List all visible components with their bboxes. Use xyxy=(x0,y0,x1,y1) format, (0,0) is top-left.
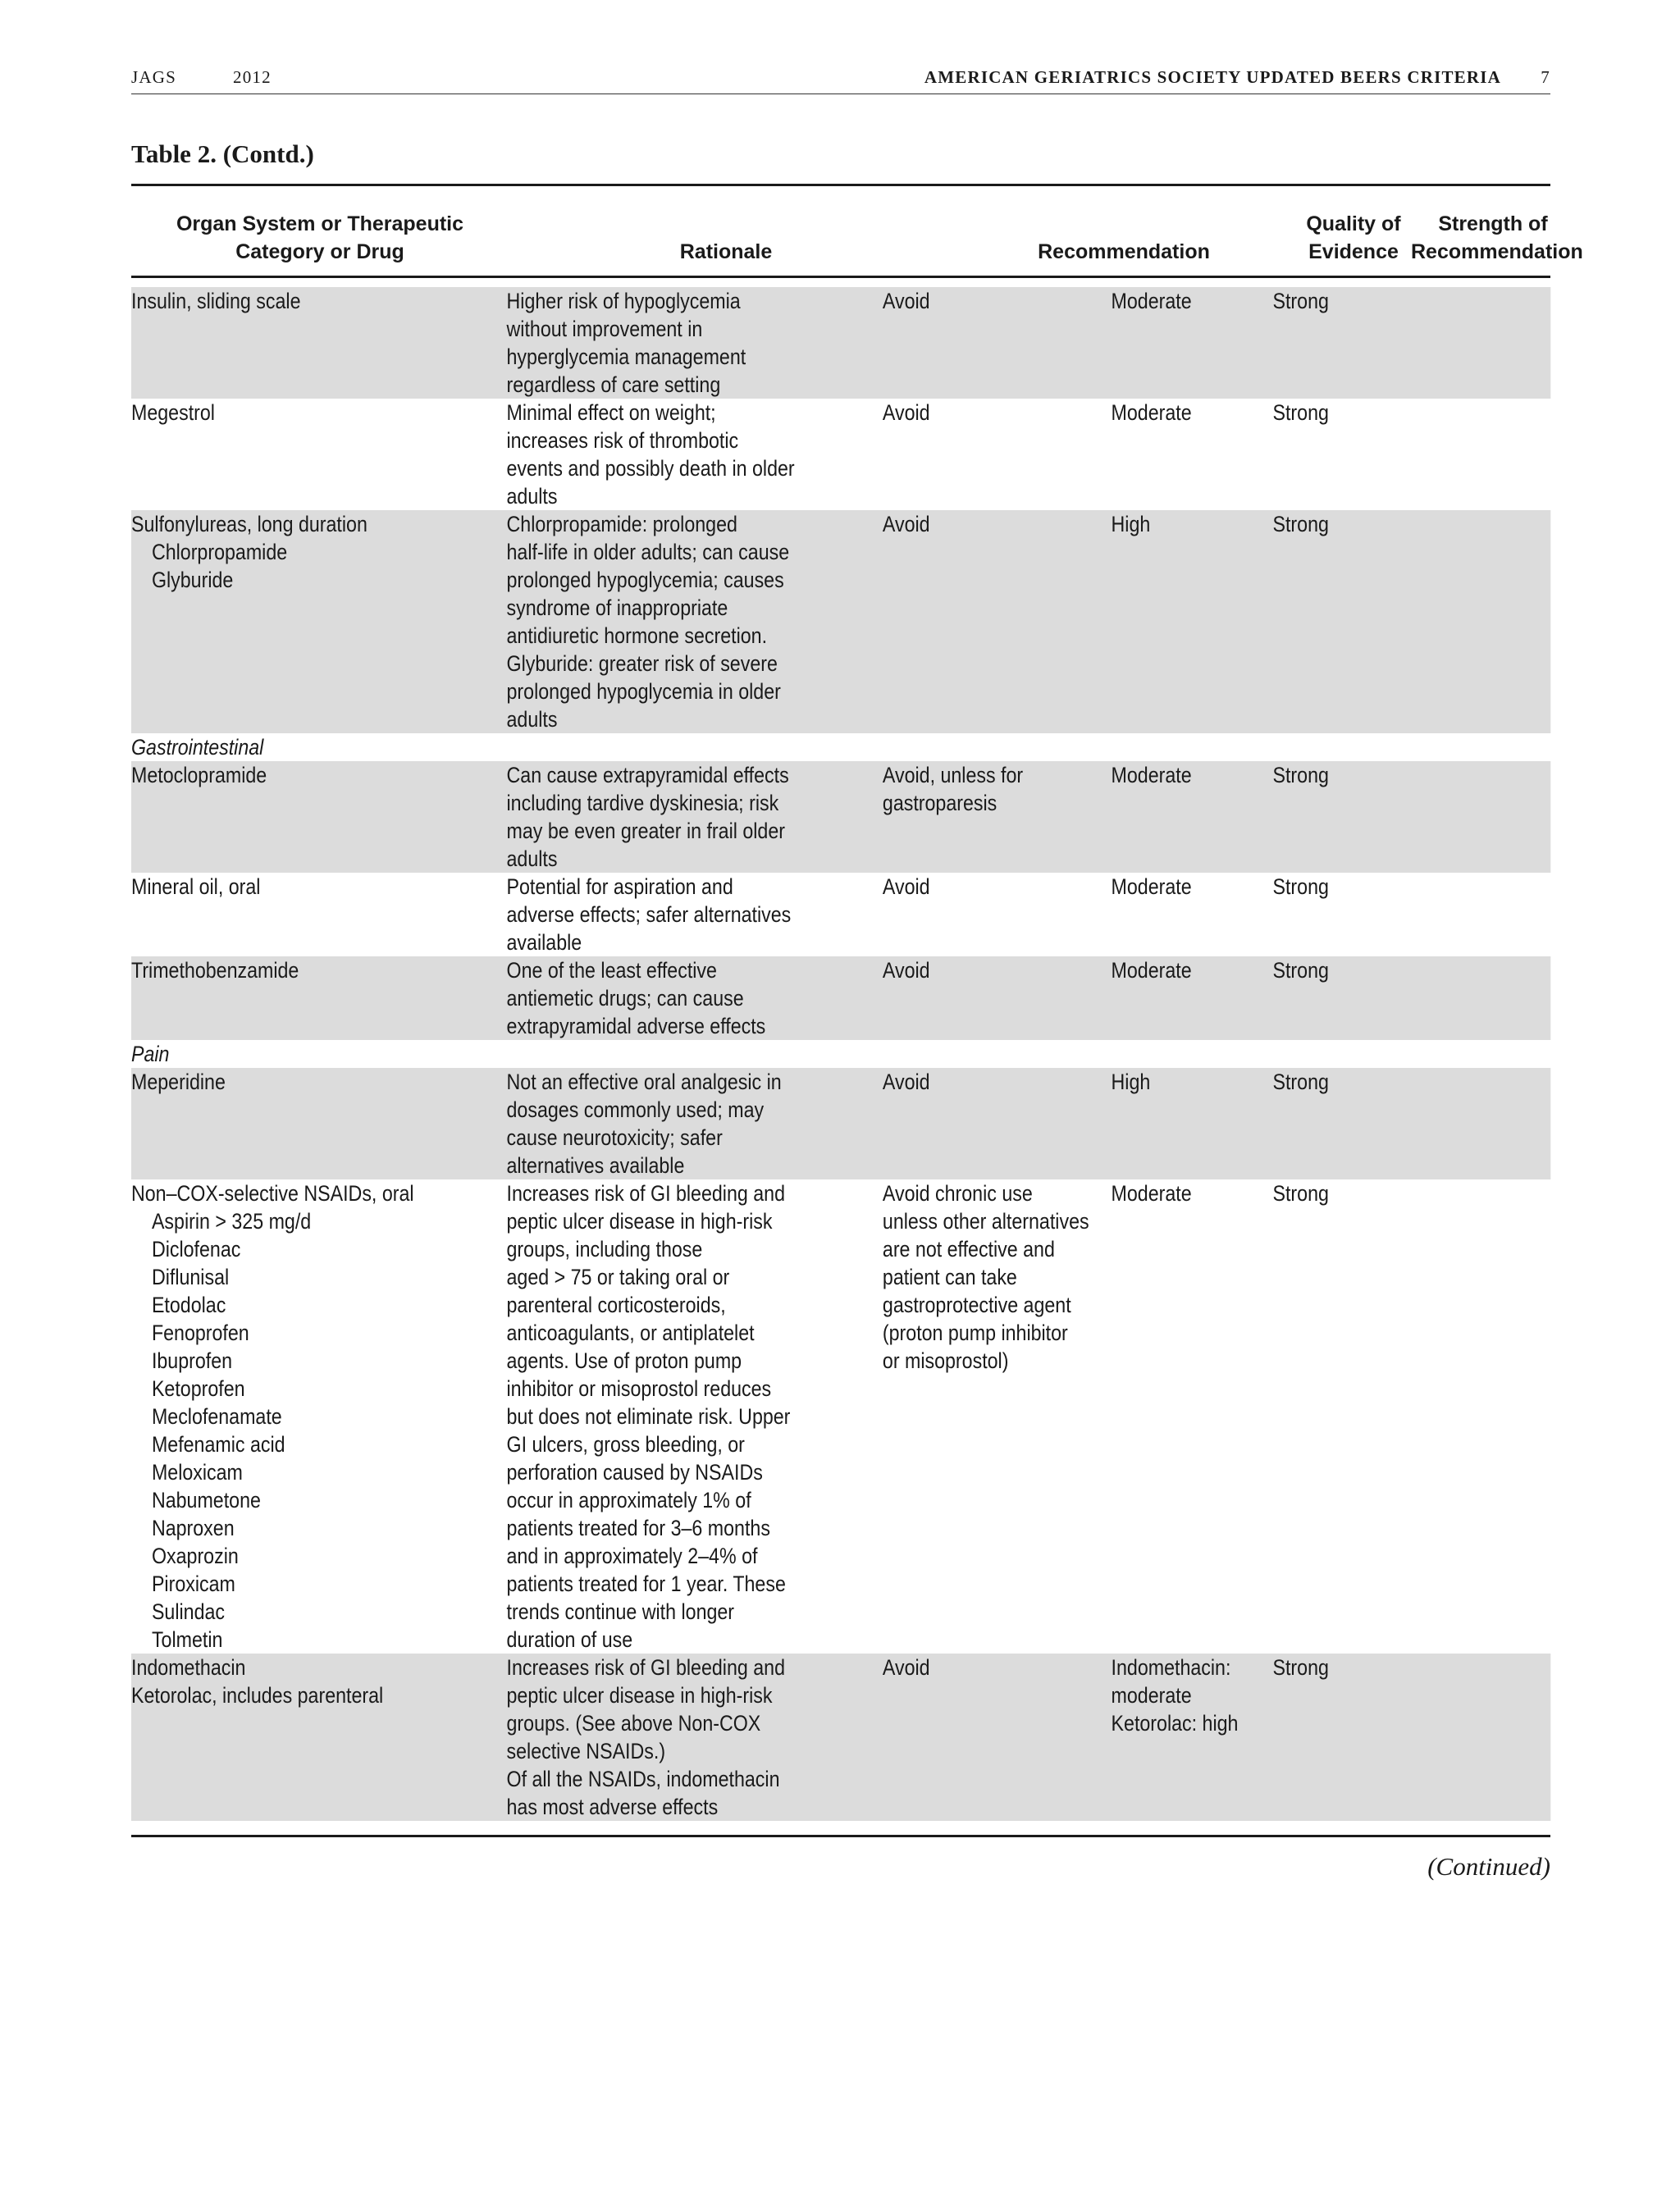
cell-line: Strong xyxy=(1272,958,1329,983)
drug-cell xyxy=(131,1179,1550,1654)
drug-cell xyxy=(131,761,1550,789)
cell-line: Not an effective oral analgesic in xyxy=(506,1070,782,1094)
recommendation-cell xyxy=(883,873,930,901)
cell-line: Glyburide xyxy=(151,568,234,592)
table-bottom-rule xyxy=(131,1835,1550,1837)
cell-line: Etodolac xyxy=(151,1293,226,1317)
quality-cell xyxy=(1112,287,1192,315)
cell-line: groups, including those xyxy=(506,1237,703,1261)
drug-cell xyxy=(131,873,1550,901)
cell-line: adverse effects; safer alternatives xyxy=(506,902,792,927)
strength-cell xyxy=(1272,1068,1328,1096)
cell-line: adults xyxy=(506,707,558,732)
rationale-cell xyxy=(507,287,746,399)
quality-cell xyxy=(1112,956,1192,984)
header-line: Evidence xyxy=(1308,240,1399,263)
table-top-rule xyxy=(131,184,1550,186)
header-line: Category or Drug xyxy=(235,240,404,263)
running-title: AMERICAN GERIATRICS SOCIETY UPDATED BEERS CRITERIA xyxy=(924,67,1501,87)
cell-line: Avoid xyxy=(882,958,930,983)
cell-line: Avoid xyxy=(882,400,930,425)
cell-line: prolonged hypoglycemia in older xyxy=(506,679,781,704)
cell-line: Indomethacin: xyxy=(1111,1655,1231,1680)
cell-line: peptic ulcer disease in high-risk xyxy=(506,1683,773,1708)
recommendation-cell xyxy=(883,399,930,427)
cell-line: or misoprostol) xyxy=(882,1348,1009,1373)
table-row xyxy=(131,510,1550,733)
cell-line: available xyxy=(506,930,582,955)
header-line: Rationale xyxy=(679,240,773,263)
rationale-cell xyxy=(507,1179,791,1654)
strength-cell xyxy=(1272,956,1328,984)
cell-line: Strong xyxy=(1272,874,1329,899)
cell-line: Strong xyxy=(1272,289,1329,313)
cell-line: Indomethacin xyxy=(131,1655,246,1680)
cell-line: inhibitor or misoprostol reduces xyxy=(506,1376,772,1401)
table-row xyxy=(131,1179,1550,1654)
header-line: Strength of xyxy=(1438,212,1548,235)
cell-line: Megestrol xyxy=(131,400,215,425)
table-row xyxy=(131,399,1550,510)
cell-line: Strong xyxy=(1272,512,1329,536)
cell-line: Piroxicam xyxy=(151,1572,235,1596)
rationale-cell xyxy=(507,956,766,1040)
drug-cell xyxy=(131,399,1550,427)
table-row xyxy=(131,761,1550,873)
cell-line: perforation caused by NSAIDs xyxy=(506,1460,763,1485)
cell-line: syndrome of inappropriate xyxy=(506,595,728,620)
cell-line: adults xyxy=(506,484,558,509)
cell-line: Increases risk of GI bleeding and xyxy=(506,1181,785,1206)
table-body xyxy=(131,287,1352,1821)
cell-line: Avoid chronic use xyxy=(882,1181,1033,1206)
header-line: Organ System or Therapeutic xyxy=(176,212,464,235)
journal-year: 2012 xyxy=(233,67,272,87)
cell-line: and in approximately 2–4% of xyxy=(506,1544,758,1568)
recommendation-cell xyxy=(883,510,930,538)
cell-line: Avoid, unless for xyxy=(882,763,1024,787)
strength-cell xyxy=(1272,873,1328,901)
cell-line: are not effective and xyxy=(882,1237,1055,1261)
quality-cell xyxy=(1112,1068,1151,1096)
cell-line: Oxaprozin xyxy=(151,1544,239,1568)
cell-line: Meloxicam xyxy=(151,1460,243,1485)
cell-line: Mineral oil, oral xyxy=(131,874,261,899)
cell-line: GI ulcers, gross bleeding, or xyxy=(506,1432,745,1457)
strength-cell xyxy=(1272,1179,1328,1207)
rationale-cell xyxy=(507,1068,782,1179)
recommendation-cell xyxy=(883,1068,930,1096)
cell-line: patients treated for 3–6 months xyxy=(506,1516,770,1540)
rationale-cell xyxy=(507,761,789,873)
table-header-rule xyxy=(131,276,1550,278)
cell-line: patients treated for 1 year. These xyxy=(506,1572,786,1596)
rationale-cell xyxy=(507,873,792,956)
cell-line: Strong xyxy=(1272,1070,1329,1094)
cell-line: parenteral corticosteroids, xyxy=(506,1293,726,1317)
cell-line: Nabumetone xyxy=(151,1488,261,1512)
recommendation-cell xyxy=(883,761,1023,817)
cell-line: duration of use xyxy=(506,1627,633,1652)
cell-line: Meperidine xyxy=(131,1070,226,1094)
cell-line: Ketoprofen xyxy=(151,1376,245,1401)
quality-cell xyxy=(1112,1654,1239,1737)
cell-line: hyperglycemia management xyxy=(506,344,746,369)
column-header-drug xyxy=(131,210,509,266)
cell-line: but does not eliminate risk. Upper xyxy=(506,1404,791,1429)
drug-cell xyxy=(131,287,1550,315)
table-row xyxy=(131,1654,1550,1821)
cell-line: cause neurotoxicity; safer xyxy=(506,1125,723,1150)
cell-line: Potential for aspiration and xyxy=(506,874,733,899)
cell-line: Fenoprofen xyxy=(151,1321,249,1345)
drug-cell xyxy=(131,510,1550,594)
section-heading: Gastrointestinal xyxy=(131,735,264,760)
cell-line: Tolmetin xyxy=(151,1627,223,1652)
cell-line: including tardive dyskinesia; risk xyxy=(506,791,779,815)
quality-cell xyxy=(1112,399,1192,427)
recommendation-cell xyxy=(883,1654,930,1681)
rationale-cell xyxy=(507,1654,785,1821)
header-line: Recommendation xyxy=(1038,240,1210,263)
cell-line: occur in approximately 1% of xyxy=(506,1488,751,1512)
header-line: Quality of xyxy=(1306,212,1401,235)
cell-line: Can cause extrapyramidal effects xyxy=(506,763,789,787)
table-row xyxy=(131,873,1550,956)
strength-cell xyxy=(1272,1654,1328,1681)
cell-line: groups. (See above Non-COX xyxy=(506,1711,761,1736)
cell-line: Moderate xyxy=(1111,289,1192,313)
rationale-cell xyxy=(507,510,790,733)
cell-line: Chlorpropamide: prolonged xyxy=(506,512,737,536)
cell-line: Mefenamic acid xyxy=(151,1432,285,1457)
cell-line: Strong xyxy=(1272,763,1329,787)
strength-cell xyxy=(1272,510,1328,538)
cell-line: unless other alternatives xyxy=(882,1209,1089,1234)
drug-cell xyxy=(131,1068,1550,1096)
running-head xyxy=(131,67,1550,95)
cell-line: Strong xyxy=(1272,400,1329,425)
cell-line: alternatives available xyxy=(506,1153,685,1178)
table-row xyxy=(131,287,1550,399)
cell-line: may be even greater in frail older xyxy=(506,819,785,843)
cell-line: Of all the NSAIDs, indomethacin xyxy=(506,1767,780,1791)
cell-line: gastroprotective agent xyxy=(882,1293,1071,1317)
cell-line: events and possibly death in older xyxy=(506,456,795,481)
cell-line: Sulfonylureas, long duration xyxy=(131,512,368,536)
column-header-strength xyxy=(1411,210,1583,266)
cell-line: Non–COX-selective NSAIDs, oral xyxy=(131,1181,414,1206)
cell-line: aged > 75 or taking oral or xyxy=(506,1265,730,1289)
column-header-recommendation xyxy=(984,238,1263,266)
cell-line: Glyburide: greater risk of severe xyxy=(506,651,778,676)
rationale-cell xyxy=(507,399,795,510)
cell-line: Naproxen xyxy=(151,1516,235,1540)
cell-line: Moderate xyxy=(1111,958,1192,983)
cell-line: Strong xyxy=(1272,1655,1329,1680)
quality-cell xyxy=(1112,1179,1192,1207)
strength-cell xyxy=(1272,287,1328,315)
cell-line: High xyxy=(1111,1070,1151,1094)
cell-line: Increases risk of GI bleeding and xyxy=(506,1655,785,1680)
cell-line: antiemetic drugs; can cause xyxy=(506,986,744,1010)
cell-line: Insulin, sliding scale xyxy=(131,289,301,313)
cell-line: Sulindac xyxy=(151,1599,226,1624)
cell-line: anticoagulants, or antiplatelet xyxy=(506,1321,755,1345)
strength-cell xyxy=(1272,761,1328,789)
cell-line: gastroparesis xyxy=(882,791,998,815)
continued-note: (Continued) xyxy=(1427,1852,1550,1881)
recommendation-cell xyxy=(883,287,930,315)
cell-line: moderate xyxy=(1111,1683,1192,1708)
cell-line: Avoid xyxy=(882,1070,930,1094)
cell-line: agents. Use of proton pump xyxy=(506,1348,742,1373)
cell-line: adults xyxy=(506,846,558,871)
cell-line: half-life in older adults; can cause xyxy=(506,540,790,564)
cell-line: Strong xyxy=(1272,1181,1329,1206)
cell-line: patient can take xyxy=(882,1265,1017,1289)
cell-line: High xyxy=(1111,512,1151,536)
cell-line: Diclofenac xyxy=(151,1237,241,1261)
cell-line: Ketorolac, includes parenteral xyxy=(131,1683,384,1708)
table-row xyxy=(131,1068,1550,1179)
cell-line: Moderate xyxy=(1111,874,1192,899)
cell-line: Aspirin > 325 mg/d xyxy=(151,1209,312,1234)
cell-line: Avoid xyxy=(882,289,930,313)
cell-line: peptic ulcer disease in high-risk xyxy=(506,1209,773,1234)
cell-line: antidiuretic hormone secretion. xyxy=(506,623,768,648)
cell-line: (proton pump inhibitor xyxy=(882,1321,1068,1345)
recommendation-cell xyxy=(883,1179,1089,1375)
journal-name: JAGS xyxy=(131,67,176,87)
cell-line: without improvement in xyxy=(506,317,703,341)
cell-line: Meclofenamate xyxy=(151,1404,282,1429)
cell-line: has most adverse effects xyxy=(506,1795,719,1819)
cell-line: increases risk of thrombotic xyxy=(506,428,739,453)
cell-line: Moderate xyxy=(1111,400,1192,425)
cell-line: Avoid xyxy=(882,874,930,899)
cell-line: Moderate xyxy=(1111,1181,1192,1206)
drug-cell xyxy=(131,1654,1550,1709)
header-line: Recommendation xyxy=(1411,240,1583,263)
cell-line: Moderate xyxy=(1111,763,1192,787)
quality-cell xyxy=(1112,761,1192,789)
cell-line: Metoclopramide xyxy=(131,763,267,787)
cell-line: Minimal effect on weight; xyxy=(506,400,716,425)
cell-line: Avoid xyxy=(882,512,930,536)
table-header xyxy=(131,210,1583,269)
cell-line: selective NSAIDs.) xyxy=(506,1739,666,1763)
cell-line: Ibuprofen xyxy=(151,1348,233,1373)
recommendation-cell xyxy=(883,956,930,984)
table-row xyxy=(131,956,1550,1040)
quality-cell xyxy=(1112,873,1192,901)
column-header-rationale xyxy=(500,238,952,266)
cell-line: Avoid xyxy=(882,1655,930,1680)
cell-line: Chlorpropamide xyxy=(151,540,288,564)
cell-line: dosages commonly used; may xyxy=(506,1097,765,1122)
cell-line: One of the least effective xyxy=(506,958,717,983)
cell-line: regardless of care setting xyxy=(506,372,721,397)
cell-line: Higher risk of hypoglycemia xyxy=(506,289,741,313)
cell-line: trends continue with longer xyxy=(506,1599,735,1624)
cell-line: Trimethobenzamide xyxy=(131,958,299,983)
cell-line: Ketorolac: high xyxy=(1111,1711,1239,1736)
cell-line: extrapyramidal adverse effects xyxy=(506,1014,766,1038)
page-number: 7 xyxy=(1541,67,1550,87)
cell-line: Diflunisal xyxy=(151,1265,230,1289)
table-rows xyxy=(131,287,1550,1821)
drug-cell xyxy=(131,956,1550,984)
cell-line: prolonged hypoglycemia; causes xyxy=(506,568,784,592)
table-caption: Table 2. (Contd.) xyxy=(131,139,314,168)
section-heading: Pain xyxy=(131,1042,170,1066)
quality-cell xyxy=(1112,510,1151,538)
strength-cell xyxy=(1272,399,1328,427)
